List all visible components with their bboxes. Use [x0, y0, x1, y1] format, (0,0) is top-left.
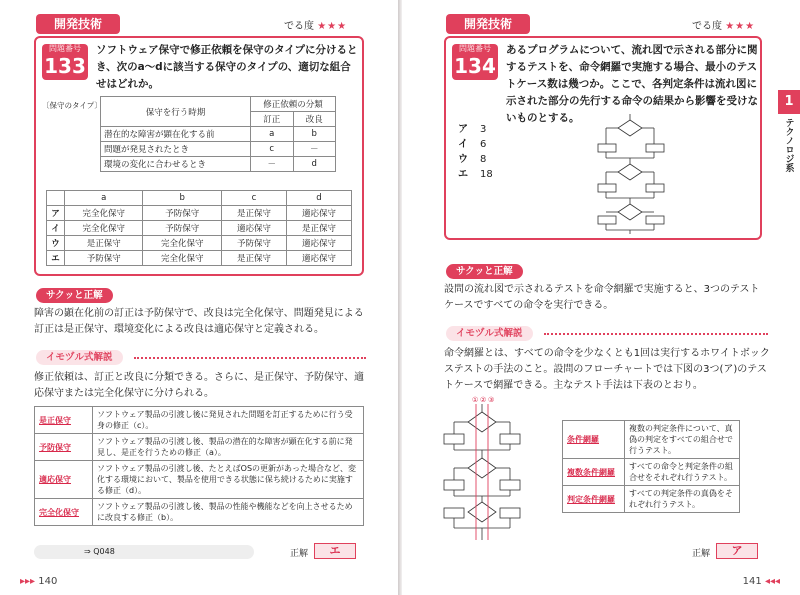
question-text: ソフトウェア保守で修正依頼を保守のタイプに分けるとき、次のa～dに該当する保守のタイプの、適切な組合せはどれか。: [96, 44, 358, 90]
sakutto-text: 設問の流れ図で示されるテストを命令網羅で実施すると、3つのテストケースですべての命令を実行できる。: [444, 284, 760, 311]
answer-label: 正解: [290, 549, 309, 559]
flow-label: ③: [488, 396, 495, 404]
def-term: 判定条件網羅: [563, 486, 625, 513]
def-desc: ソフトウェア製品の引渡し後、製品の性能や機能などを向上させるために改良する修正（b）。: [93, 499, 364, 526]
choice-value: 6: [480, 139, 487, 150]
cell: 完全化保守: [65, 206, 143, 221]
imo-text: 修正依頼は、訂正と改良に分類できる。さらに、是正保守、予防保守、適応保守または完全化保守に分けられる。: [34, 372, 364, 399]
answer-choices: [458, 122, 493, 182]
table-row: [101, 127, 336, 142]
question-number: 134: [454, 54, 496, 78]
cell: 適応保守: [286, 206, 351, 221]
header-class: 修正依頼の分類: [251, 97, 336, 112]
option-row[interactable]: [47, 236, 352, 251]
difficulty-label: でる度: [692, 21, 722, 32]
page-number-text: 140: [38, 576, 58, 587]
difficulty-stars: ★★★: [317, 21, 348, 32]
difficulty: [692, 17, 755, 32]
flow-label: ①: [472, 396, 479, 404]
cell: 適応保守: [286, 236, 351, 251]
question-badge: [452, 44, 498, 80]
cell: 是正保守: [286, 221, 351, 236]
cell: 問題が発見されたとき: [101, 142, 251, 157]
category-tab: 開発技術: [36, 14, 120, 34]
sakutto-tag: サクッと正解: [446, 264, 523, 279]
maintenance-type-table: [100, 96, 336, 172]
cell: b: [143, 191, 221, 206]
cell: 潜在的な障害が顕在化する前: [101, 127, 251, 142]
header-fix: 訂正: [251, 112, 293, 127]
def-term: 是正保守: [35, 407, 93, 434]
sakutto-tag: サクッと正解: [36, 288, 113, 303]
question-text: あるプログラムについて、流れ図で示される部分に関するテストを、命令網羅で実施する場合、最小のテストケース数は幾つか。ここで、各判定条件は流れ図に示された部分の先行する命令の結果から影響を受けないものとする。: [506, 44, 758, 124]
option-key: イ: [47, 221, 65, 236]
cell: 完全化保守: [143, 251, 221, 266]
cell: 予防保守: [221, 236, 286, 251]
cell: 是正保守: [65, 236, 143, 251]
header-when: 保守を行う時期: [101, 97, 251, 127]
definition-table: [34, 406, 364, 526]
option-row[interactable]: [47, 206, 352, 221]
answer-box: ア: [716, 543, 758, 559]
question-box: [444, 36, 762, 240]
option-key: ア: [47, 206, 65, 221]
choice-value: 18: [480, 169, 493, 180]
header-improve: 改良: [293, 112, 336, 127]
table-row: [35, 499, 364, 526]
choice[interactable]: [458, 167, 493, 182]
imo-tag: イモヅル式解説: [446, 326, 533, 341]
cell: 環境の変化に合わせるとき: [101, 157, 251, 172]
cell: 予防保守: [143, 221, 221, 236]
chapter-number: 1: [778, 90, 800, 114]
page-number: [20, 576, 57, 587]
right-page: [402, 0, 800, 595]
answer-label: 正解: [692, 549, 711, 559]
page-number: [743, 576, 780, 587]
def-desc: ソフトウェア製品の引渡し後に発見された問題を訂正するために行う受身の修正（c）。: [93, 407, 364, 434]
imo-text: 命令網羅とは、すべての命令を少なくとも1回は実行するホワイトボックステストの手法のこと。設問のフローチャートでは下図の3つ(ア)のテストケースで網羅できる。主なテスト手法は下表のとおり。: [444, 348, 770, 391]
cell: c: [251, 142, 293, 157]
cell: b: [293, 127, 336, 142]
left-page: [0, 0, 398, 595]
table-caption: 〔保守のタイプ〕: [42, 101, 102, 110]
choice[interactable]: [458, 152, 493, 167]
cell: －: [251, 157, 293, 172]
definition-table: [562, 420, 740, 513]
related-link[interactable]: ⇒ Q048: [34, 545, 254, 559]
imo-tag: イモヅル式解説: [36, 350, 123, 365]
table-row: [35, 461, 364, 499]
option-key: ウ: [47, 236, 65, 251]
cell: 是正保守: [221, 206, 286, 221]
question-label: 問題番号: [49, 44, 81, 53]
choice-key: エ: [458, 169, 468, 180]
sakutto-text: 障害の顕在化前の訂正は予防保守で、改良は完全化保守、問題発見による訂正は是正保守、環境変化による改良は適応保守と定義される。: [34, 308, 364, 335]
difficulty-label: でる度: [284, 21, 314, 32]
options-table: [46, 190, 352, 266]
def-desc: すべての判定条件の真偽をそれぞれ行うテスト。: [625, 486, 740, 513]
cell: a: [251, 127, 293, 142]
table-row: [563, 459, 740, 486]
page-arrows: ▸▸▸: [20, 576, 36, 587]
def-term: 予防保守: [35, 434, 93, 461]
cell: [47, 191, 65, 206]
cell: 適応保守: [221, 221, 286, 236]
question-badge: [42, 44, 88, 80]
choice-key: イ: [458, 139, 468, 150]
def-term: 適応保守: [35, 461, 93, 499]
def-desc: ソフトウェア製品の引渡し後、製品の潜在的な障害が顕在化する前に発見し、是正を行うための修正（a）。: [93, 434, 364, 461]
table-row: [101, 157, 336, 172]
difficulty: [284, 17, 347, 32]
dotted-divider: [544, 333, 768, 339]
cell: 適応保守: [286, 251, 351, 266]
cell: c: [221, 191, 286, 206]
chapter-label: テクノロジ系: [783, 118, 794, 172]
def-desc: すべての命令と判定条件の組合せをそれぞれ行うテスト。: [625, 459, 740, 486]
choice-key: ウ: [458, 154, 468, 165]
choice[interactable]: [458, 137, 493, 152]
question-label: 問題番号: [459, 44, 491, 53]
option-row[interactable]: [47, 221, 352, 236]
choice[interactable]: [458, 122, 493, 137]
cell: a: [65, 191, 143, 206]
flowchart-diagram: [596, 114, 716, 234]
cell: 是正保守: [221, 251, 286, 266]
table-row: [563, 421, 740, 459]
def-term: 完全化保守: [35, 499, 93, 526]
choice-value: 8: [480, 154, 487, 165]
table-row: [35, 407, 364, 434]
difficulty-stars: ★★★: [725, 21, 756, 32]
def-term: 複数条件網羅: [563, 459, 625, 486]
question-number: 133: [44, 54, 86, 78]
dotted-divider: [134, 357, 366, 363]
table-row: [101, 142, 336, 157]
table-row: [563, 486, 740, 513]
def-desc: 複数の判定条件について、真偽の判定をすべての組合せで行うテスト。: [625, 421, 740, 459]
cell: －: [293, 142, 336, 157]
cell: 完全化保守: [65, 221, 143, 236]
cell: d: [293, 157, 336, 172]
choice-key: ア: [458, 124, 468, 135]
cell: d: [286, 191, 351, 206]
answer-box: エ: [314, 543, 356, 559]
test-case-flowchart: [442, 394, 552, 544]
question-box: [34, 36, 364, 276]
chapter-side-tab: [778, 90, 800, 210]
cell: 予防保守: [65, 251, 143, 266]
cell: 完全化保守: [143, 236, 221, 251]
cell: 予防保守: [143, 206, 221, 221]
page-number-text: 141: [742, 576, 762, 587]
category-tab: 開発技術: [446, 14, 530, 34]
option-key: エ: [47, 251, 65, 266]
page-arrows: ◂◂◂: [764, 576, 780, 587]
option-row[interactable]: [47, 251, 352, 266]
table-row: [35, 434, 364, 461]
def-term: 条件網羅: [563, 421, 625, 459]
def-desc: ソフトウェア製品の引渡し後、たとえばOSの更新があった場合など、変化する環境において、製品を使用できる状態に保ち続けるために実施する修正（d）。: [93, 461, 364, 499]
choice-value: 3: [480, 124, 487, 135]
flow-label: ②: [480, 396, 487, 404]
